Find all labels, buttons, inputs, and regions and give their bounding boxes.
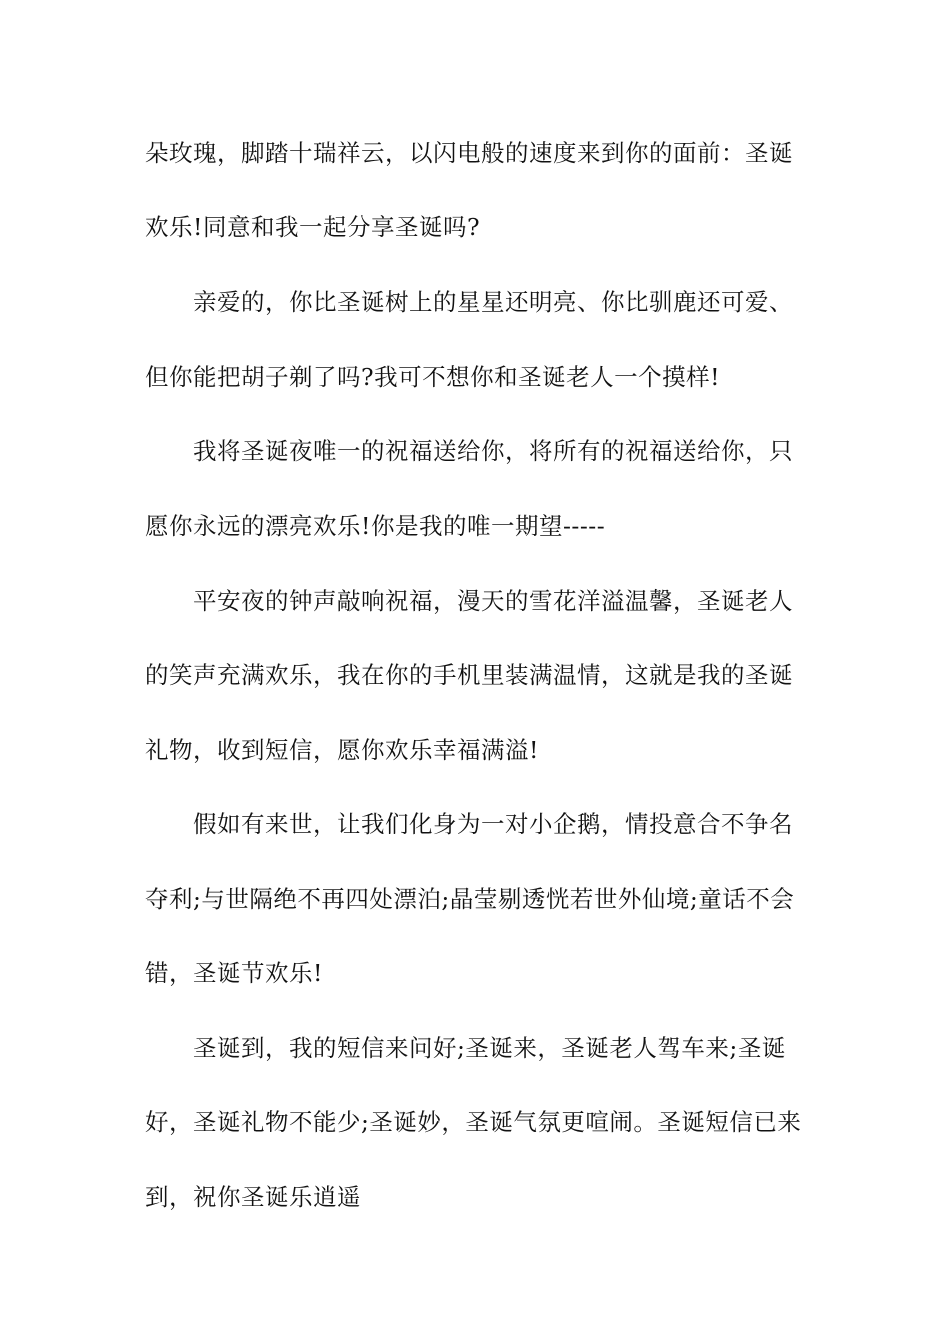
text-line-11: 夺利;与世隔绝不再四处漂泊;晶莹剔透恍若世外仙境;童话不会 (145, 885, 795, 913)
text-line-5: 我将圣诞夜唯一的祝福送给你，将所有的祝福送给你，只 (193, 437, 793, 465)
text-line-12: 错，圣诞节欢乐! (145, 959, 323, 987)
text-line-1: 朵玫瑰，脚踏十瑞祥云，以闪电般的速度来到你的面前：圣诞 (145, 139, 793, 167)
text-line-13: 圣诞到，我的短信来问好;圣诞来，圣诞老人驾车来;圣诞 (193, 1034, 786, 1062)
text-line-8: 的笑声充满欢乐，我在你的手机里装满温情，这就是我的圣诞 (145, 661, 793, 689)
text-line-2: 欢乐!同意和我一起分享圣诞吗? (145, 213, 481, 241)
text-line-4: 但你能把胡子剃了吗?我可不想你和圣诞老人一个摸样! (145, 363, 721, 391)
text-line-9: 礼物，收到短信，愿你欢乐幸福满溢! (145, 736, 539, 764)
text-line-10: 假如有来世，让我们化身为一对小企鹅，情投意合不争名 (193, 810, 793, 838)
text-line-14: 好，圣诞礼物不能少;圣诞妙，圣诞气氛更喧闹。圣诞短信已来 (145, 1108, 802, 1136)
text-line-15: 到，祝你圣诞乐逍遥 (145, 1183, 361, 1211)
text-line-7: 平安夜的钟声敲响祝福，漫天的雪花洋溢温馨，圣诞老人 (193, 587, 793, 615)
text-line-6: 愿你永远的漂亮欢乐!你是我的唯一期望----- (145, 512, 606, 540)
text-line-3: 亲爱的，你比圣诞树上的星星还明亮、你比驯鹿还可爱、 (193, 288, 793, 316)
